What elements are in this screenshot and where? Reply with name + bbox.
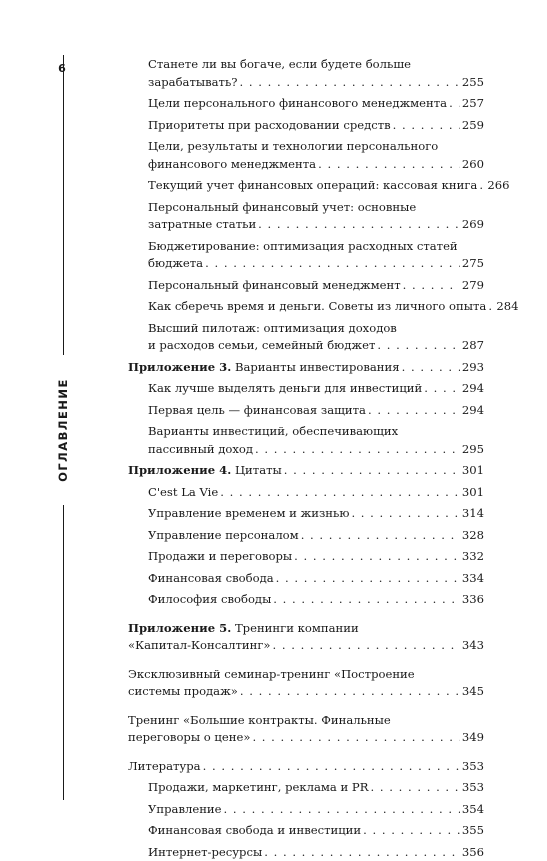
page-number: 6 xyxy=(56,62,68,75)
dot-leader xyxy=(203,758,460,776)
toc-entry xyxy=(128,758,484,776)
toc-entry-title-line xyxy=(148,423,484,441)
toc-entry-title: бюджета xyxy=(148,256,203,270)
section-tab xyxy=(46,355,80,505)
toc-entry-title-line xyxy=(148,441,253,459)
dot-leader xyxy=(449,95,460,113)
toc-entry-title: Управление xyxy=(148,802,222,816)
toc-page-number: 287 xyxy=(462,337,484,355)
toc-entry-title-line xyxy=(148,779,368,797)
toc-entry xyxy=(128,801,484,819)
toc-page-number: 301 xyxy=(462,484,484,502)
toc-appendix-label: Приложение 4. xyxy=(128,463,231,477)
toc-page-number: 284 xyxy=(496,298,518,316)
toc-appendix-label: Приложение 5. xyxy=(128,621,231,635)
toc-entry-title-line xyxy=(128,666,484,684)
toc-entry-title-line xyxy=(148,337,375,355)
toc-page-number: 301 xyxy=(462,462,484,480)
toc-entry-title: системы продаж» xyxy=(128,684,238,698)
toc-entry xyxy=(128,591,484,609)
toc-entry-title-line xyxy=(148,570,274,588)
dot-leader xyxy=(488,298,494,316)
toc-entry-title: затратные статьи xyxy=(148,217,256,231)
toc-entry-title: Как сберечь время и деньги. Советы из личного опыта xyxy=(148,299,486,313)
toc-entry-title: Как лучше выделять деньги для инвестиций xyxy=(148,381,422,395)
toc-entry-title-line xyxy=(148,548,292,566)
dot-leader xyxy=(479,177,485,195)
toc-entry-title: Управление временем и жизнью xyxy=(148,506,349,520)
toc-entry xyxy=(128,505,484,523)
dot-leader xyxy=(284,462,460,480)
toc-entry-title-line xyxy=(128,359,400,377)
dot-leader xyxy=(377,337,460,355)
toc-entry-title-line xyxy=(148,801,222,819)
toc-entry-title: Управление персоналом xyxy=(148,528,299,542)
toc-page-number: 255 xyxy=(462,74,484,92)
toc-entry xyxy=(128,844,484,861)
dot-leader xyxy=(351,505,459,523)
toc-entry-title: Текущий учет финансовых операций: кассовая книга xyxy=(148,178,477,192)
toc-page-number: 275 xyxy=(462,255,484,273)
dot-leader xyxy=(239,74,459,92)
toc-entry-title-line xyxy=(128,637,271,655)
toc-entry-title-line xyxy=(128,683,238,701)
toc-entry-title: Персональный финансовый учет: основные xyxy=(148,200,416,214)
toc-entry xyxy=(128,380,484,398)
toc-page-number: 294 xyxy=(462,402,484,420)
toc-entry xyxy=(128,570,484,588)
toc-entry-title: Тренинги компании xyxy=(235,621,359,635)
dot-leader xyxy=(220,484,460,502)
toc-entry-title-line xyxy=(148,505,349,523)
dot-leader xyxy=(264,844,460,861)
toc-entry-title: Персональный финансовый менеджмент xyxy=(148,278,401,292)
toc-page-number: 336 xyxy=(462,591,484,609)
toc-entry-title-line xyxy=(148,199,484,217)
toc-entry-title: Цитаты xyxy=(235,463,282,477)
toc-entry-title: пассивный доход xyxy=(148,442,253,456)
toc-entry-title-line xyxy=(148,822,361,840)
toc-entry-title: зарабатывать? xyxy=(148,75,237,89)
toc-page-number: 314 xyxy=(462,505,484,523)
toc-entry-title: Цели, результаты и технологии персонального xyxy=(148,139,438,153)
toc-page-number: 354 xyxy=(462,801,484,819)
toc-entry-title-line xyxy=(148,844,262,861)
dot-leader xyxy=(402,359,460,377)
dot-leader xyxy=(424,380,460,398)
toc-entry-title: и расходов семьи, семейный бюджет xyxy=(148,338,375,352)
toc-entry-title: Варианты инвестиций, обеспечивающих xyxy=(148,424,398,438)
toc-entry-title-line xyxy=(148,74,237,92)
toc-page-number: 343 xyxy=(462,637,484,655)
toc-page-number: 355 xyxy=(462,822,484,840)
toc-page-number: 328 xyxy=(462,527,484,545)
toc-page-number: 353 xyxy=(462,779,484,797)
toc-page-number: 269 xyxy=(462,216,484,234)
toc-entry-title-line xyxy=(148,95,447,113)
toc-entry-title: Философия свободы xyxy=(148,592,271,606)
toc-entry xyxy=(128,56,484,91)
toc-entry xyxy=(128,298,484,316)
dot-leader xyxy=(240,683,460,701)
toc-entry xyxy=(128,199,484,234)
dot-leader xyxy=(363,822,460,840)
toc-entry xyxy=(128,779,484,797)
toc-page-number: 334 xyxy=(462,570,484,588)
toc-entry-title-line xyxy=(148,320,484,338)
toc-entry-title: Бюджетирование: оптимизация расходных статей xyxy=(148,239,458,253)
toc-entry-title-line xyxy=(148,402,366,420)
toc-entry-title-line xyxy=(148,216,256,234)
table-of-contents xyxy=(128,56,484,861)
toc-page-number: 294 xyxy=(462,380,484,398)
toc-entry-title-line xyxy=(148,298,486,316)
toc-entry xyxy=(128,359,484,377)
dot-leader xyxy=(273,637,460,655)
toc-entry-title: Литература xyxy=(128,759,201,773)
toc-entry xyxy=(128,238,484,273)
toc-entry-title: Продажи и переговоры xyxy=(148,549,292,563)
toc-entry-title-line xyxy=(128,758,201,776)
dot-leader xyxy=(276,570,460,588)
toc-entry-title-line xyxy=(128,462,282,480)
dot-leader xyxy=(255,441,460,459)
toc-entry xyxy=(128,822,484,840)
toc-page-number: 293 xyxy=(462,359,484,377)
toc-entry-title: переговоры о цене» xyxy=(128,730,250,744)
toc-entry-title: Варианты инвестирования xyxy=(235,360,400,374)
dot-leader xyxy=(273,591,460,609)
toc-page-number: 279 xyxy=(462,277,484,295)
toc-entry-title: Первая цель — финансовая защита xyxy=(148,403,366,417)
toc-entry-title: Интернет-ресурсы xyxy=(148,845,262,859)
toc-entry-title-line xyxy=(148,177,477,195)
toc-entry xyxy=(128,320,484,355)
toc-entry xyxy=(128,138,484,173)
toc-entry xyxy=(128,117,484,135)
toc-entry-title: Цели персонального финансового менеджмента xyxy=(148,96,447,110)
dot-leader xyxy=(403,277,460,295)
toc-page-number: 295 xyxy=(462,441,484,459)
toc-entry-title-line xyxy=(148,380,422,398)
dot-leader xyxy=(393,117,460,135)
toc-entry xyxy=(128,484,484,502)
dot-leader xyxy=(252,729,459,747)
toc-entry-title: финансового менеджмента xyxy=(148,157,316,171)
toc-page-number: 349 xyxy=(462,729,484,747)
toc-entry-title-line xyxy=(148,591,271,609)
toc-page-number: 332 xyxy=(462,548,484,566)
toc-page-number: 266 xyxy=(487,177,509,195)
toc-entry-title: «Капитал-Консалтинг» xyxy=(128,638,271,652)
toc-entry-title-line xyxy=(148,277,401,295)
toc-entry xyxy=(128,177,484,195)
toc-entry-title: Высший пилотаж: оптимизация доходов xyxy=(148,321,397,335)
dot-leader xyxy=(294,548,460,566)
toc-entry xyxy=(128,527,484,545)
toc-entry-title: Тренинг «Большие контракты. Финальные xyxy=(128,713,391,727)
toc-entry xyxy=(128,462,484,480)
dot-leader xyxy=(370,779,459,797)
dot-leader xyxy=(318,156,460,174)
toc-entry-title-line xyxy=(148,56,484,74)
toc-entry-title-line xyxy=(148,238,484,256)
toc-entry xyxy=(128,712,484,747)
toc-entry-title: Станете ли вы богаче, если будете больше xyxy=(148,57,411,71)
toc-entry xyxy=(128,402,484,420)
toc-appendix-label: Приложение 3. xyxy=(128,360,231,374)
toc-entry-title: Финансовая свобода и инвестиции xyxy=(148,823,361,837)
toc-entry xyxy=(128,548,484,566)
toc-entry-title-line xyxy=(148,138,484,156)
toc-page-number: 260 xyxy=(462,156,484,174)
toc-entry-title-line xyxy=(148,527,299,545)
toc-page-number: 353 xyxy=(462,758,484,776)
toc-entry-title: C'est La Vie xyxy=(148,485,218,499)
dot-leader xyxy=(205,255,460,273)
dot-leader xyxy=(224,801,460,819)
toc-entry-title-line xyxy=(148,484,218,502)
toc-entry-title: Эксклюзивный семинар-тренинг «Построение xyxy=(128,667,415,681)
toc-entry-title-line xyxy=(128,620,484,638)
toc-entry-title-line xyxy=(148,117,391,135)
toc-page-number: 257 xyxy=(462,95,484,113)
toc-page-number: 259 xyxy=(462,117,484,135)
toc-entry-title-line xyxy=(148,156,316,174)
toc-entry xyxy=(128,277,484,295)
toc-entry-title-line xyxy=(128,712,484,730)
section-tab-label: ОГЛАВЛЕНИЕ xyxy=(56,378,70,482)
toc-entry-title: Приоритеты при расходовании средств xyxy=(148,118,391,132)
dot-leader xyxy=(301,527,460,545)
toc-page-number: 345 xyxy=(462,683,484,701)
dot-leader xyxy=(258,216,460,234)
toc-entry xyxy=(128,423,484,458)
toc-entry-title-line xyxy=(128,729,250,747)
toc-entry xyxy=(128,95,484,113)
toc-entry xyxy=(128,666,484,701)
toc-entry xyxy=(128,620,484,655)
toc-page-number: 356 xyxy=(462,844,484,861)
dot-leader xyxy=(368,402,460,420)
toc-entry-title: Продажи, маркетинг, реклама и PR xyxy=(148,780,368,794)
toc-entry-title-line xyxy=(148,255,203,273)
toc-entry-title: Финансовая свобода xyxy=(148,571,274,585)
